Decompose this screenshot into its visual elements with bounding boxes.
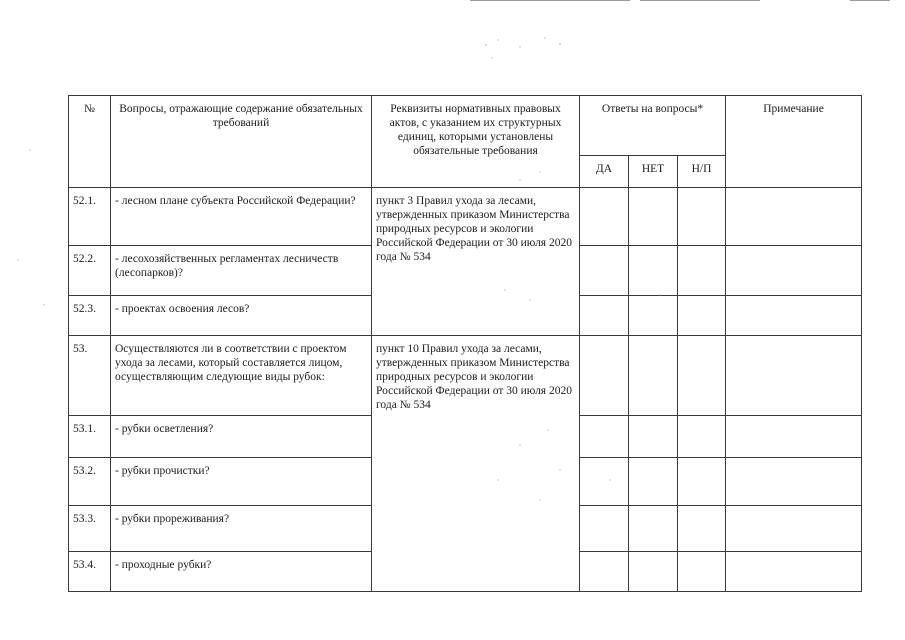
row-number: 53.1. bbox=[69, 416, 111, 458]
row-question: - рубки прочистки? bbox=[111, 458, 372, 506]
header-note: Примечание bbox=[726, 96, 862, 188]
row-number: 53.3. bbox=[69, 506, 111, 552]
note-cell[interactable] bbox=[726, 246, 862, 296]
header-answers: Ответы на вопросы* bbox=[580, 96, 726, 156]
answer-yes-cell[interactable] bbox=[580, 246, 629, 296]
note-cell[interactable] bbox=[726, 336, 862, 416]
answer-no-cell[interactable] bbox=[629, 416, 678, 458]
header-num: № bbox=[69, 96, 111, 188]
note-cell[interactable] bbox=[726, 458, 862, 506]
row-number: 53.2. bbox=[69, 458, 111, 506]
answer-na-cell[interactable] bbox=[678, 246, 726, 296]
answer-yes-cell[interactable] bbox=[580, 458, 629, 506]
answer-yes-cell[interactable] bbox=[580, 552, 629, 592]
answer-no-cell[interactable] bbox=[629, 246, 678, 296]
answer-no-cell[interactable] bbox=[629, 458, 678, 506]
header-na: Н/П bbox=[678, 156, 726, 188]
answer-no-cell[interactable] bbox=[629, 552, 678, 592]
answer-yes-cell[interactable] bbox=[580, 416, 629, 458]
row-number: 53. bbox=[69, 336, 111, 416]
answer-no-cell[interactable] bbox=[629, 296, 678, 336]
answer-na-cell[interactable] bbox=[678, 336, 726, 416]
row-number: 52.3. bbox=[69, 296, 111, 336]
note-cell[interactable] bbox=[726, 506, 862, 552]
note-cell[interactable] bbox=[726, 296, 862, 336]
table-row bbox=[69, 188, 862, 246]
checklist-table bbox=[68, 95, 862, 592]
note-cell[interactable] bbox=[726, 552, 862, 592]
row-question: - рубки осветления? bbox=[111, 416, 372, 458]
answer-no-cell[interactable] bbox=[629, 188, 678, 246]
answer-na-cell[interactable] bbox=[678, 552, 726, 592]
row-question: - проходные рубки? bbox=[111, 552, 372, 592]
row-requisites: пункт 10 Правил ухода за лесами, утвержденных приказом Министерства природных ресурсов и экологии Российской Федерации от 30 июля 2020 года № 534 bbox=[372, 336, 580, 592]
answer-yes-cell[interactable] bbox=[580, 296, 629, 336]
answer-yes-cell[interactable] bbox=[580, 188, 629, 246]
row-number: 52.1. bbox=[69, 188, 111, 246]
note-cell[interactable] bbox=[726, 416, 862, 458]
header-requisites: Реквизиты нормативных правовых актов, с указанием их структурных единиц, которыми установлены обязательные требования bbox=[372, 96, 580, 188]
row-question: - рубки прореживания? bbox=[111, 506, 372, 552]
answer-no-cell[interactable] bbox=[629, 506, 678, 552]
answer-na-cell[interactable] bbox=[678, 416, 726, 458]
row-question: - проектах освоения лесов? bbox=[111, 296, 372, 336]
header-yes: ДА bbox=[580, 156, 629, 188]
row-requisites: пункт 3 Правил ухода за лесами, утвержденных приказом Министерства природных ресурсов и экологии Российской Федерации от 30 июля 2020 года № 534 bbox=[372, 188, 580, 336]
answer-yes-cell[interactable] bbox=[580, 506, 629, 552]
header-questions: Вопросы, отражающие содержание обязательных требований bbox=[111, 96, 372, 188]
answer-na-cell[interactable] bbox=[678, 506, 726, 552]
row-question: - лесном плане субъекта Российской Федерации? bbox=[111, 188, 372, 246]
answer-na-cell[interactable] bbox=[678, 458, 726, 506]
answer-na-cell[interactable] bbox=[678, 296, 726, 336]
answer-yes-cell[interactable] bbox=[580, 336, 629, 416]
row-question: - лесохозяйственных регламентах лесничеств (лесопарков)? bbox=[111, 246, 372, 296]
row-question: Осуществляются ли в соответствии с проектом ухода за лесами, который составляется лицом, осуществляющим следующие виды рубок: bbox=[111, 336, 372, 416]
row-number: 53.4. bbox=[69, 552, 111, 592]
table-row bbox=[69, 336, 862, 416]
note-cell[interactable] bbox=[726, 188, 862, 246]
row-number: 52.2. bbox=[69, 246, 111, 296]
answer-na-cell[interactable] bbox=[678, 188, 726, 246]
header-no: НЕТ bbox=[629, 156, 678, 188]
answer-no-cell[interactable] bbox=[629, 336, 678, 416]
